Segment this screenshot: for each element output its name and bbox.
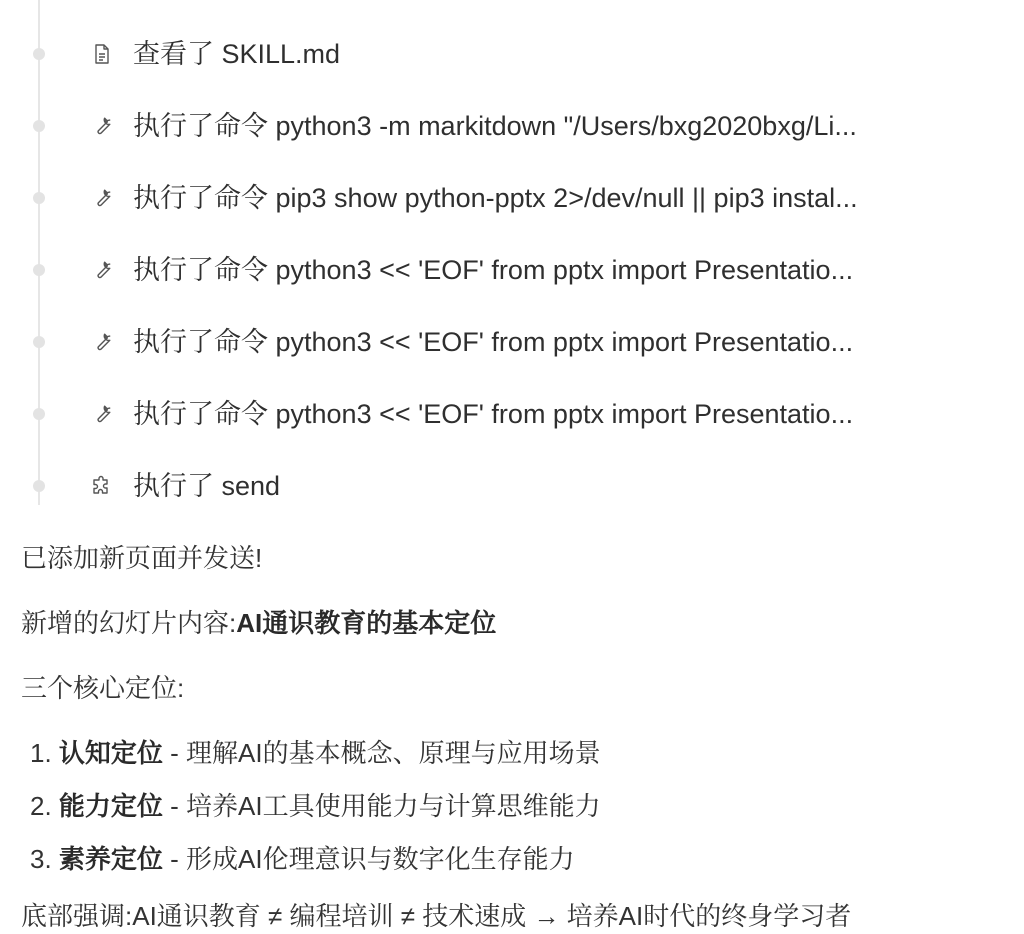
- step-label: 执行了命令 python3 << 'EOF' from pptx import Presentatio...: [133, 255, 854, 285]
- step-label: 执行了命令 python3 << 'EOF' from pptx import Presentatio...: [133, 327, 854, 357]
- new-slide-title: AI通识教育的基本定位: [236, 608, 497, 638]
- timeline-dot: [33, 48, 45, 60]
- step-label: 执行了 send: [133, 471, 281, 501]
- timeline-dot: [33, 408, 45, 420]
- list-item: [30, 843, 575, 875]
- list-desc: - 培养AI工具使用能力与计算思维能力: [162, 791, 601, 821]
- step-command[interactable]: [0, 105, 1000, 145]
- step-command[interactable]: [0, 321, 1000, 361]
- list-item: [30, 737, 601, 769]
- new-slide-line: [21, 607, 496, 639]
- step-label: 查看了 SKILL.md: [133, 39, 341, 69]
- timeline-dot: [33, 336, 45, 348]
- puzzle-icon: [90, 474, 114, 498]
- list-number: 2.: [30, 791, 52, 821]
- list-item: [30, 790, 601, 822]
- timeline-dot: [33, 192, 45, 204]
- wrench-icon: [90, 330, 114, 354]
- list-number: 3.: [30, 844, 52, 874]
- list-desc: - 理解AI的基本概念、原理与应用场景: [162, 738, 601, 768]
- wrench-icon: [90, 402, 114, 426]
- done-message: 已添加新页面并发送!: [21, 543, 263, 573]
- core-intro: 三个核心定位:: [21, 673, 185, 703]
- step-send[interactable]: [0, 465, 1000, 505]
- list-title: 素养定位: [58, 844, 163, 874]
- document-icon: [90, 42, 114, 66]
- new-slide-label: 新增的幻灯片内容:: [21, 608, 237, 638]
- step-label: 执行了命令 python3 -m markitdown "/Users/bxg2020bxg/Li...: [133, 111, 857, 141]
- timeline-dot: [33, 480, 45, 492]
- list-title: 认知定位: [58, 738, 163, 768]
- step-command[interactable]: [0, 177, 1000, 217]
- step-label: 执行了命令 pip3 show python-pptx 2>/dev/null || pip3 instal...: [133, 183, 858, 213]
- step-command[interactable]: [0, 249, 1000, 289]
- footer-emphasis: 底部强调:AI通识教育 ≠ 编程培训 ≠ 技术速成 → 培养AI时代的终身学习者: [21, 901, 852, 931]
- wrench-icon: [90, 114, 114, 138]
- step-command[interactable]: [0, 393, 1000, 433]
- list-desc: - 形成AI伦理意识与数字化生存能力: [162, 844, 575, 874]
- step-label: 执行了命令 python3 << 'EOF' from pptx import Presentatio...: [133, 399, 854, 429]
- wrench-icon: [90, 186, 114, 210]
- timeline-dot: [33, 264, 45, 276]
- step-view-skill[interactable]: [0, 33, 1000, 73]
- wrench-icon: [90, 258, 114, 282]
- list-number: 1.: [30, 738, 52, 768]
- timeline-dot: [33, 120, 45, 132]
- list-title: 能力定位: [58, 791, 163, 821]
